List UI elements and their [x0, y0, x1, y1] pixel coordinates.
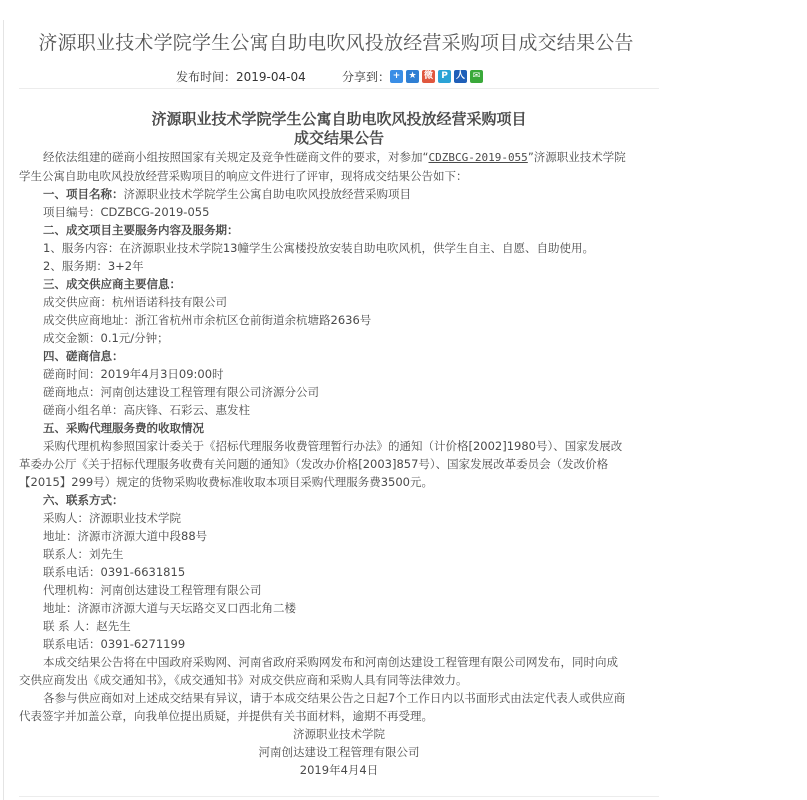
document-title-line-1: 济源职业技术学院学生公寓自助电吹风投放经营采购项目: [151, 110, 527, 128]
publish-time: 发布时间：2019-04-04: [176, 70, 306, 84]
purchaser-contact: 联系人：刘先生: [43, 547, 124, 561]
section-2-heading: 二、成交项目主要服务内容及服务期：: [43, 223, 239, 237]
footer-divider: [19, 796, 659, 797]
agency-address: 地址：济源市济源大道与天坛路交叉口西北角二楼: [43, 601, 296, 615]
section-4-heading: 四、磋商信息：: [43, 349, 124, 363]
service-period: 2、服务期：3+2年: [43, 259, 144, 273]
closing-paragraph-1: 本成交结果公告将在中国政府采购网、河南省政府采购网发布和河南创达建设工程管理有限公司网发布，同时向成交供应商发出《成交通知书》，《成交通知书》对成交供应商和采购人具有同等法律效力。: [19, 655, 618, 687]
purchaser-phone: 联系电话：0391-6631815: [43, 565, 186, 579]
purchaser-address: 地址：济源市济源大道中段88号: [43, 529, 208, 543]
signature-date: 2019年4月4日: [299, 763, 379, 777]
negotiation-panel: 磋商小组名单：高庆锋、石彩云、惠发柱: [43, 403, 250, 417]
share-icons: [390, 70, 483, 83]
share-wechat-icon[interactable]: ✉: [470, 70, 483, 83]
supplier-name: 成交供应商：杭州语诺科技有限公司: [43, 295, 227, 309]
document-title: [19, 110, 659, 148]
header-divider: [19, 88, 659, 89]
agency-phone: 联系电话：0391-6271199: [43, 637, 186, 651]
negotiation-location: 磋商地点：河南创达建设工程管理有限公司济源分公司: [43, 385, 319, 399]
meta-row: [0, 68, 807, 86]
document-title-line-2: 成交结果公告: [293, 129, 384, 147]
agency-contact: 联 系 人：赵先生: [43, 619, 131, 633]
signature-org-2: 河南创达建设工程管理有限公司: [258, 745, 420, 759]
page-title: 济源职业技术学院学生公寓自助电吹风投放经营采购项目成交结果公告: [38, 32, 634, 54]
share-weibo-icon[interactable]: 微: [423, 71, 433, 81]
project-code-link[interactable]: CDZBCG-2019-055: [428, 151, 528, 164]
signature-block: [19, 725, 659, 779]
share-plus-icon[interactable]: +: [390, 70, 403, 83]
section-3-heading: 三、成交供应商主要信息：: [43, 277, 181, 291]
supplier-address: 成交供应商地址：浙江省杭州市余杭区仓前街道余杭塘路2636号: [43, 313, 372, 327]
closing-paragraph-2: 各参与供应商如对上述成交结果有异议，请于本成交结果公告之日起7个工作日内以书面形式由法定代表人或供应商代表签字并加盖公章，向我单位提出质疑，并提供有关书面材料，逾期不再受理。: [19, 691, 626, 723]
agency: 代理机构：河南创达建设工程管理有限公司: [43, 583, 262, 597]
intro-paragraph: 经依法组建的磋商小组按照国家有关规定及竞争性磋商文件的要求，对参加“CDZBCG-2019-055”济源职业技术学院学生公寓自助电吹风投放经营采购项目的响应文件进行了评审，现将成交结果公告如下：: [19, 150, 626, 183]
document-body: [19, 110, 659, 779]
agency-fee-paragraph: 采购代理机构参照国家计委关于《招标代理服务收费管理暂行办法》的通知（计价格[2002]1980号）、国家发展改革委办公厅《关于招标代理服务收费有关问题的通知》（发改办价格[2003]857号）、国家发展改革委员会（发改价格【2015】299号）规定的货物采购收费标准收取本项目采购代理服务费3500元。: [19, 439, 623, 489]
service-content: 1、服务内容：在济源职业技术学院13幢学生公寓楼投放安装自助电吹风机，供学生自主、自愿、自助使用。: [43, 241, 594, 255]
signature-org-1: 济源职业技术学院: [293, 727, 385, 741]
project-code: 项目编号：CDZBCG-2019-055: [43, 205, 210, 219]
section-6-heading: 六、联系方式：: [43, 493, 124, 507]
share-qzone-icon[interactable]: ★: [406, 70, 419, 83]
section-1: [19, 185, 659, 203]
share-label: 分享到：: [342, 70, 391, 84]
share-tencent-icon[interactable]: P: [438, 70, 451, 83]
left-border: [3, 20, 4, 800]
negotiation-time: 磋商时间：2019年4月3日09:00时: [43, 367, 224, 381]
project-name: 济源职业技术学院学生公寓自助电吹风投放经营采购项目: [123, 187, 411, 201]
purchaser: 采购人：济源职业技术学院: [43, 511, 181, 525]
section-1-heading: 一、项目名称：: [43, 187, 124, 201]
share-renren-icon[interactable]: 人: [455, 71, 465, 81]
deal-amount: 成交金额：0.1元/分钟；: [43, 331, 169, 345]
section-5-heading: 五、采购代理服务费的收取情况: [43, 421, 204, 435]
